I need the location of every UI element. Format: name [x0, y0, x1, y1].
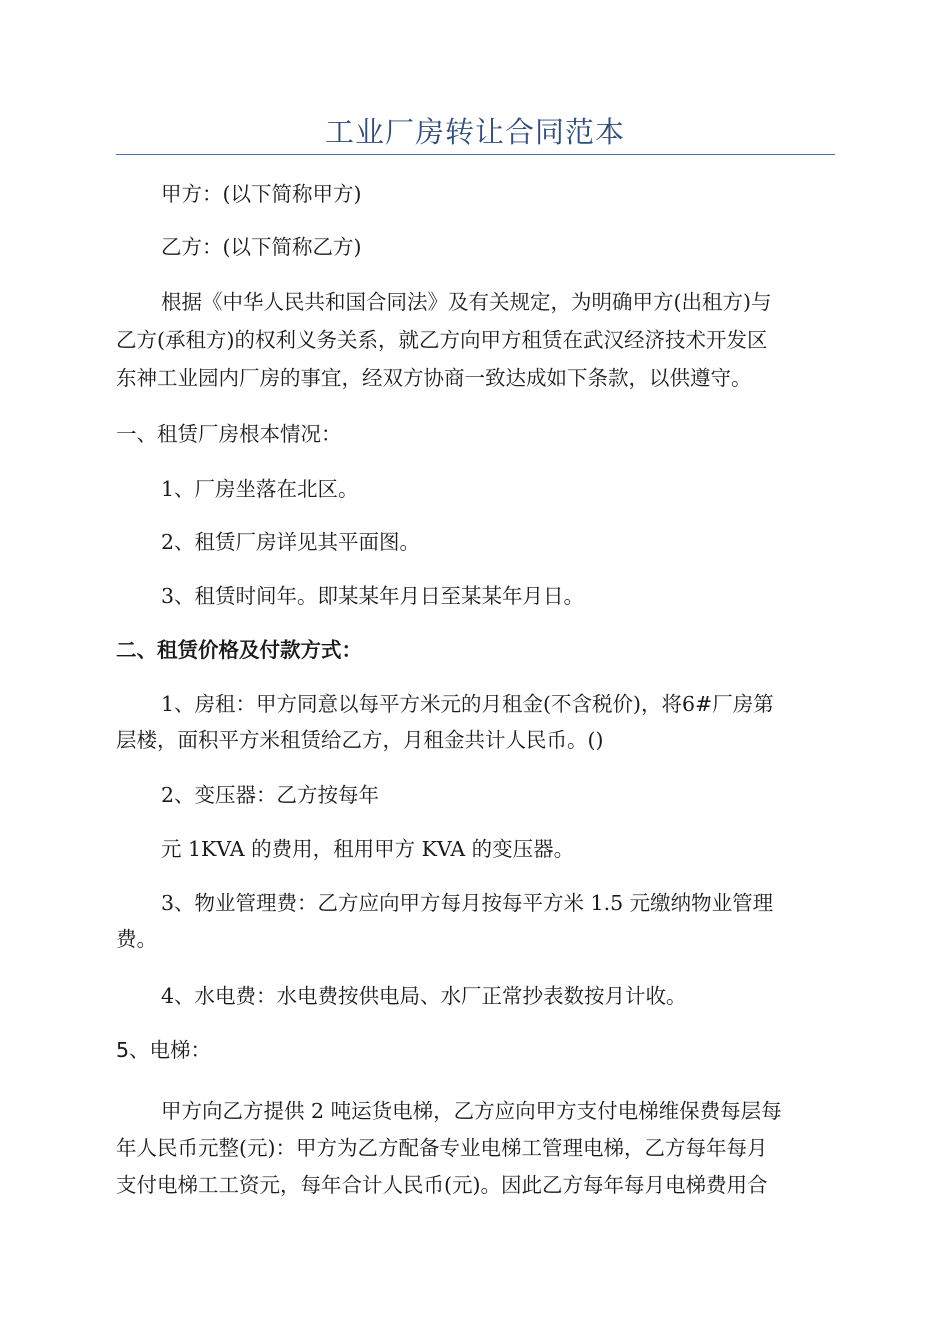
section-2-item-2-line-1: 2、变压器：乙方按每年 [161, 783, 380, 807]
section-2-item-5-heading [116, 1032, 834, 1068]
intro-line-1: 根据《中华人民共和国合同法》及有关规定，为明确甲方(出租方)与 [161, 290, 772, 314]
party-b-line: 乙方：(以下简称乙方) [161, 235, 362, 259]
section-1-item-2: 2、租赁厂房详见其平面图。 [161, 530, 421, 554]
section-1-heading: 一、租赁厂房根本情况： [116, 422, 342, 446]
section-2-heading: 二、租赁价格及付款方式： [116, 638, 362, 662]
section-1-item-3: 3、租赁时间年。即某某年月日至某某年月日。 [161, 584, 585, 608]
section-2-item-5-body [116, 1093, 834, 1203]
party-a-line: 甲方：(以下简称甲方) [161, 182, 362, 206]
section-2-item-5-line-2: 年人民币元整(元)：甲方为乙方配备专业电梯工管理电梯，乙方每年每月 [116, 1136, 768, 1160]
section-2-item-2-line-2: 元 1KVA 的费用，租用甲方 KVA 的变压器。 [161, 837, 575, 861]
intro-line-3: 东神工业园内厂房的事宜，经双方协商一致达成如下条款，以供遵守。 [116, 366, 752, 390]
section-2-item-1-line-2: 层楼，面积平方米租赁给乙方，月租金共计人民币。() [116, 728, 604, 752]
section-2-item-5-line-1: 甲方向乙方提供 2 吨运货电梯，乙方应向甲方支付电梯维保费每层每 [161, 1099, 782, 1123]
section-2-item-1-line-1: 1、房租：甲方同意以每平方米元的月租金(不含税价)，将6#厂房第 [161, 692, 774, 716]
intro-paragraph [116, 284, 834, 396]
section-2-item-3 [116, 885, 834, 957]
title-underline [116, 154, 835, 155]
section-2-item-3-line-2: 费。 [116, 927, 157, 951]
section-2-item-1 [116, 686, 834, 758]
intro-line-2: 乙方(承租方)的权利义务关系，就乙方向甲方租赁在武汉经济技术开发区 [116, 328, 768, 352]
section-2-item-3-line-1: 3、物业管理费：乙方应向甲方每月按每平方米 1.5 元缴纳物业管理 [161, 891, 774, 915]
document-title: 工业厂房转让合同范本 [324, 115, 625, 149]
section-2-item-5-heading-text: 5、电梯： [116, 1038, 212, 1062]
section-2-item-4: 4、水电费：水电费按供电局、水厂正常抄表数按月计收。 [161, 984, 687, 1008]
section-2-item-5-line-3: 支付电梯工工资元，每年合计人民币(元)。因此乙方每年每月电梯费用合 [116, 1173, 768, 1197]
section-1-item-1: 1、厂房坐落在北区。 [161, 477, 359, 501]
